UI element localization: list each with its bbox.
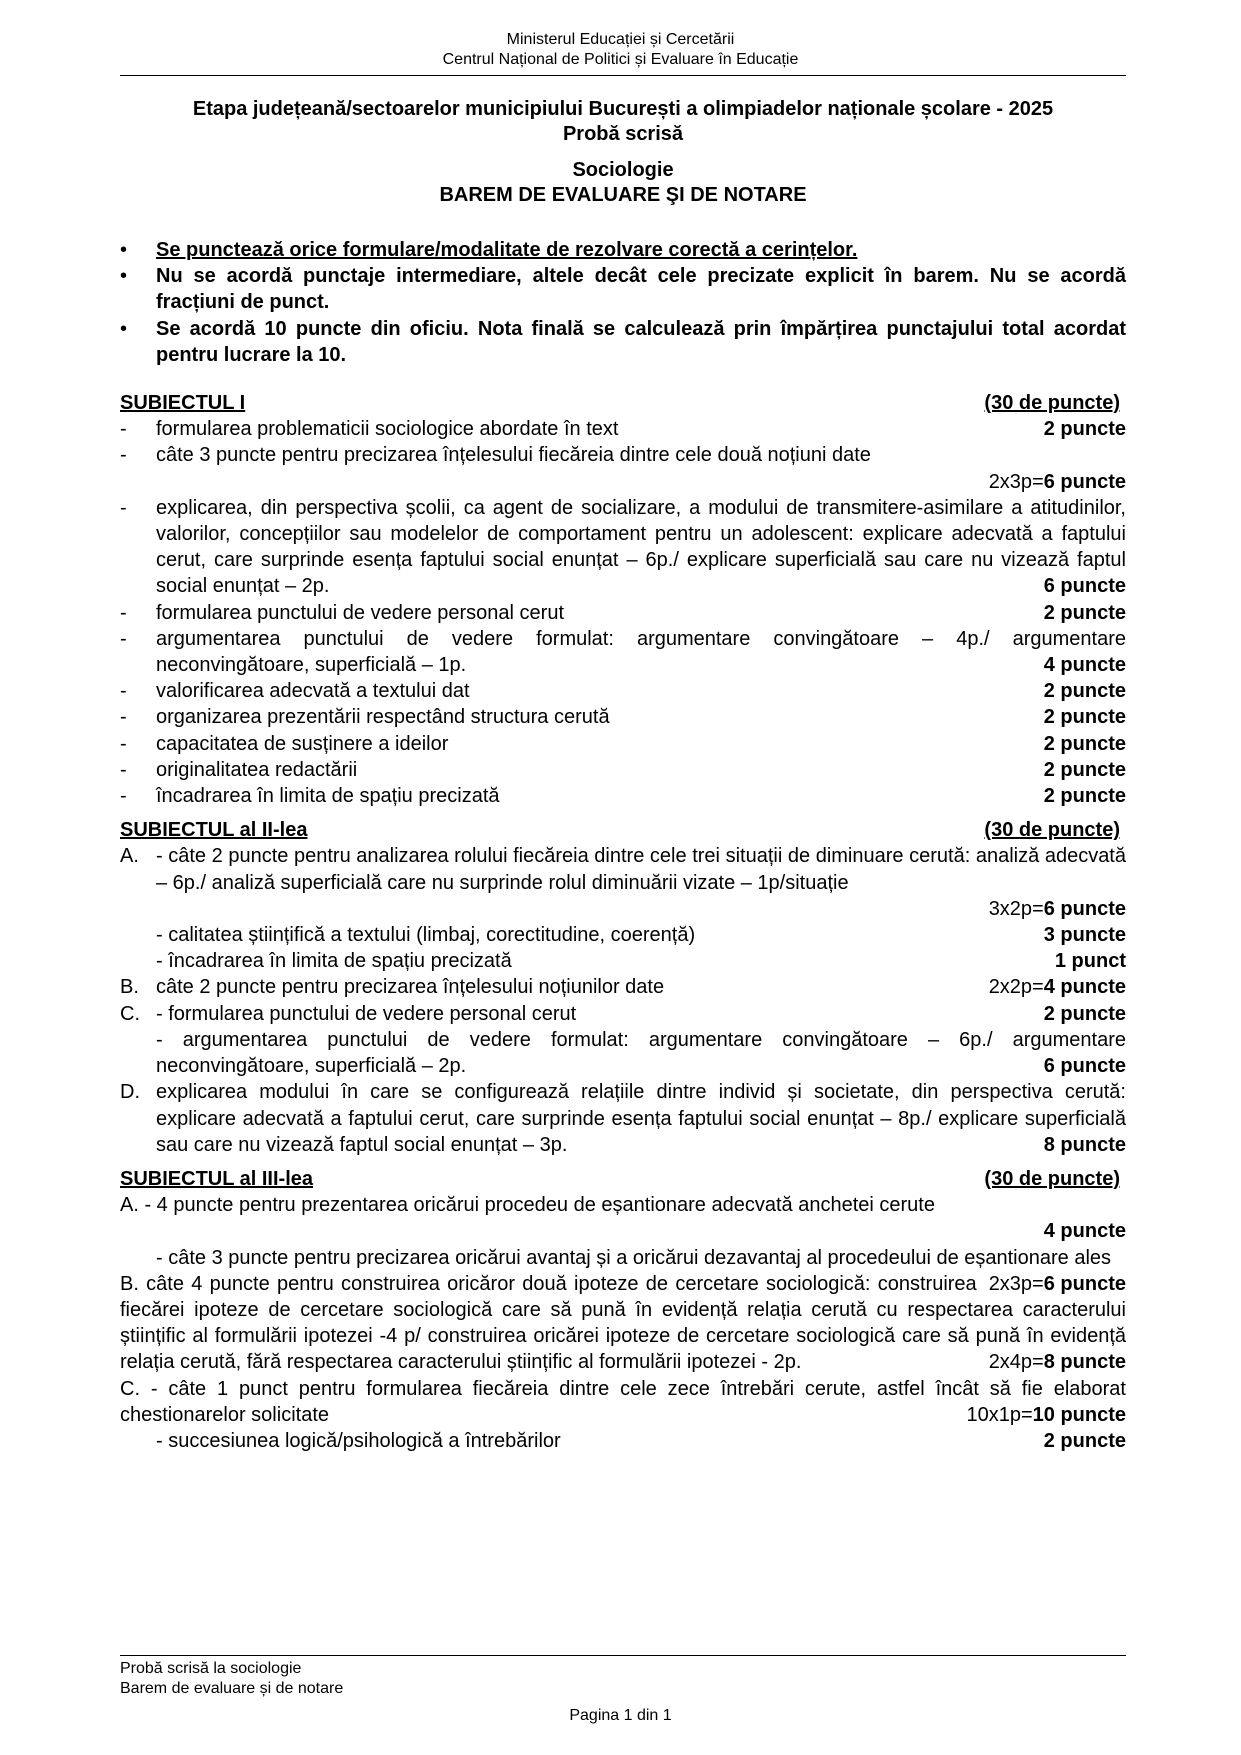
list-item: C. - câte 1 punct pentru formularea fiecăreia dintre cele zece întrebări cerute, astfel încât să fie elaborat chestionarelor solicitate 10x1p= 10 puncte xyxy=(120,1377,1126,1426)
list-item: C. 2 puncte - formularea punctului de vedere personal cerut - argumentarea punctului de vedere formulat: argumentare convingătoare – 6p./ argumentare neconvingătoare, superficială – 2p. 6 puncte xyxy=(120,1002,1126,1078)
list-item: - 2 puncte încadrarea în limita de spațiu precizată xyxy=(120,785,1126,808)
list-item: - 2 puncte organizarea prezentării respectând structura cerută xyxy=(120,706,1126,729)
list-item: 2 puncte - succesiunea logică/psihologică a întrebărilor xyxy=(156,1429,1126,1452)
list-item: - 2 puncte formularea punctului de vedere personal cerut xyxy=(120,601,1126,624)
list-item: - 2 puncte originalitatea redactării xyxy=(120,758,1126,781)
header-divider xyxy=(120,75,1126,76)
footer-line-2: Barem de evaluare și de notare xyxy=(120,1680,344,1697)
footer-divider xyxy=(120,1655,1126,1656)
document-titles xyxy=(120,97,1126,208)
list-item: - 2 puncte formularea problematicii sociologice abordate în text xyxy=(120,418,1126,441)
subject-title: Sociologie xyxy=(572,159,674,181)
center-name: Centrul Național de Politici și Evaluare în Educație xyxy=(442,51,799,68)
rule-item: • Se acordă 10 puncte din oficiu. Nota finală se calculează prin împărțirea punctajului total acordat pentru lucrare la 10. xyxy=(120,316,1126,368)
list-item: B. câte 4 puncte pentru construirea oricăror două ipoteze de cercetare sociologică: construirea fiecărei ipoteze de cercetare sociologică care să pună în evidență relația cerută cu respectarea caracterului științific al formulării ipotezei -4 p/ construirea oricărei ipoteze de cercetare sociologică care să pună în evidență relația cerută, fără respectarea caracterului științific al formulării ipotezei - 2p. 2x4p= 8 puncte xyxy=(120,1272,1126,1374)
list-item: - câte 3 puncte pentru precizarea înțelesului fiecăreia dintre cele două noțiuni date 2x3p= 6 puncte xyxy=(120,444,1126,493)
rules-list xyxy=(120,237,1126,368)
section-2-heading: SUBIECTUL al II-lea (30 de puncte) xyxy=(120,819,1120,842)
stage-title: Etapa județeană/sectoarelor municipiului București a olimpiadelor naționale școlare - 2025 xyxy=(192,98,1054,120)
test-title: Probă scrisă xyxy=(562,123,684,145)
page-number: Pagina 1 din 1 xyxy=(569,1707,672,1724)
ministry-name: Ministerul Educației și Cercetării xyxy=(506,31,735,48)
list-item: - 2 puncte valorificarea adecvată a textului dat xyxy=(120,680,1126,703)
page-footer xyxy=(120,1659,343,1699)
list-item: - 2 puncte capacitatea de susținere a ideilor xyxy=(120,732,1126,755)
list-item: D. explicarea modului în care se configurează relațiile dintre individ și societate, din perspectiva cerută: explicare adecvată a faptului cerut, care surprinde esența faptului social enunțat – 8p./ explicare superficială sau care nu vizează faptul social enunțat – 3p. 8 puncte xyxy=(120,1081,1126,1156)
section-3-heading: SUBIECTUL al III-lea (30 de puncte) xyxy=(120,1167,1120,1190)
list-item: A. - 4 puncte pentru prezentarea oricărui procedeu de eșantionare adecvată anchetei cerute 4 puncte xyxy=(120,1194,1126,1243)
list-item: - explicarea, din perspectiva școlii, ca agent de socializare, a modului de transmitere-asimilare a atitudinilor, valorilor, concepțiilor sau modelelor de comportament pentru un adolescent: explicare adecvată a faptului cerut, care surprinde esența faptului social enunțat – 6p./ explicare superficială sau care nu vizează faptul social enunțat – 2p. 6 puncte xyxy=(120,496,1126,598)
list-item: A. - câte 2 puncte pentru analizarea rolului fiecăreia dintre cele trei situații de diminuare cerută: analiză adecvată – 6p./ analiză superficială care nu surprinde rolul diminuării vizate – 1p/situație 3x2p= 6 puncte 3 puncte - calitatea științifică a textului (limbaj, corectitudine, coerență) 1 punct - încadrarea în limita de spațiu precizată xyxy=(120,845,1126,973)
page-header xyxy=(0,30,1241,70)
rule-item: • Se punctează orice formulare/modalitate de rezolvare corectă a cerințelor. xyxy=(120,237,1126,263)
footer-line-1: Probă scrisă la sociologie xyxy=(120,1660,302,1677)
list-item: - argumentarea punctului de vedere formulat: argumentare convingătoare – 4p./ argumentare neconvingătoare, superficială – 1p. 4 puncte xyxy=(120,627,1126,677)
section-1-heading: SUBIECTUL I (30 de puncte) xyxy=(120,392,1120,415)
list-item: - câte 3 puncte pentru precizarea oricărui avantaj și a oricărui dezavantaj al procedeului de eșantionare ales 2x3p= 6 puncte xyxy=(156,1246,1126,1295)
barem-title: BAREM DE EVALUARE ŞI DE NOTARE xyxy=(439,184,807,206)
document-body xyxy=(120,237,1126,1454)
rule-item: • Nu se acordă punctaje intermediare, altele decât cele precizate explicit în barem. Nu se acordă fracțiuni de punct. xyxy=(120,263,1126,315)
list-item: B. 2x2p= 4 puncte câte 2 puncte pentru precizarea înțelesului noțiunilor date xyxy=(120,976,1126,999)
